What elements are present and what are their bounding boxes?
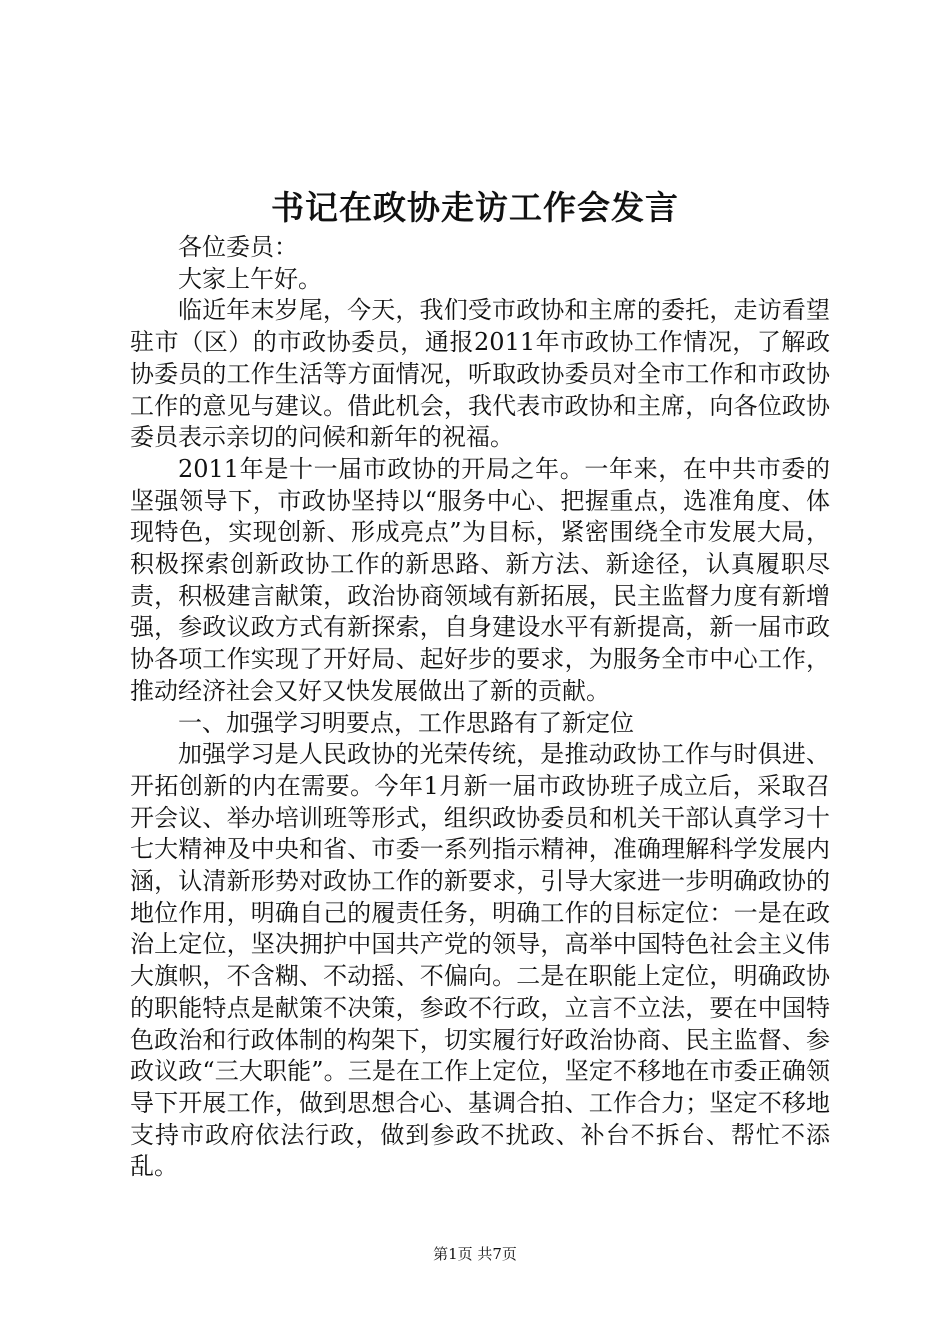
paragraph-section-1: 加强学习是人民政协的光荣传统，是推动政协工作与时俱进、开拓创新的内在需要。今年1月新一届市政协班子成立后，采取召开会议、举办培训班等形式，组织政协委员和机关干部认真学习十七大精神及中央和省、市委一系列指示精神，准确理解科学发展内涵，认清新形势对政协工作的新要求，引导大家进一步明确政协的地位作用，明确自己的履责任务，明确工作的目标定位：一是在政治上定位，坚决拥护中国共产党的领导，高举中国特色社会主义伟大旗帜，不含糊、不动摇、不偏向。二是在职能上定位，明确政协的职能特点是献策不决策，参政不行政，立言不立法，要在中国特色政治和行政体制的构架下，切实履行好政治协商、民主监督、参政议政“三大职能”。三是在工作上定位，坚定不移地在市委正确领导下开展工作，做到思想合心、基调合拍、工作合力；坚定不移地支持市政府依法行政，做到参政不扰政、补台不拆台、帮忙不添乱。: [130, 740, 830, 1181]
page-footer: 第1页 共7页: [433, 1245, 517, 1263]
document-body: [130, 232, 830, 1183]
section-heading-1: 一、加强学习明要点，工作思路有了新定位: [178, 708, 634, 737]
paragraph-intro: 临近年末岁尾，今天，我们受市政协和主席的委托，走访看望驻市（区）的市政协委员，通报2011年市政协工作情况，了解政协委员的工作生活等方面情况，听取政协委员对全市工作和市政协工作的意见与建议。借此机会，我代表市政协和主席，向各位政协委员表示亲切的问候和新年的祝福。: [130, 296, 830, 452]
document-title: 书记在政协走访工作会发言: [271, 188, 679, 227]
paragraph-salutation: 各位委员：: [178, 233, 298, 261]
paragraph-summary: 2011年是十一届市政协的开局之年。一年来，在中共市委的坚强领导下，市政协坚持以“服务中心、把握重点，选准角度、体现特色，实现创新、形成亮点”为目标，紧密围绕全市发展大局，积极探索创新政协工作的新思路、新方法、新途径，认真履职尽责，积极建言献策，政治协商领域有新拓展，民主监督力度有新增强，参政议政方式有新探索，自身建设水平有新提高，新一届市政协各项工作实现了开好局、起好步的要求，为服务全市中心工作，推动经济社会又好又快发展做出了新的贡献。: [130, 454, 830, 705]
paragraph-greeting: 大家上午好。: [178, 264, 322, 293]
